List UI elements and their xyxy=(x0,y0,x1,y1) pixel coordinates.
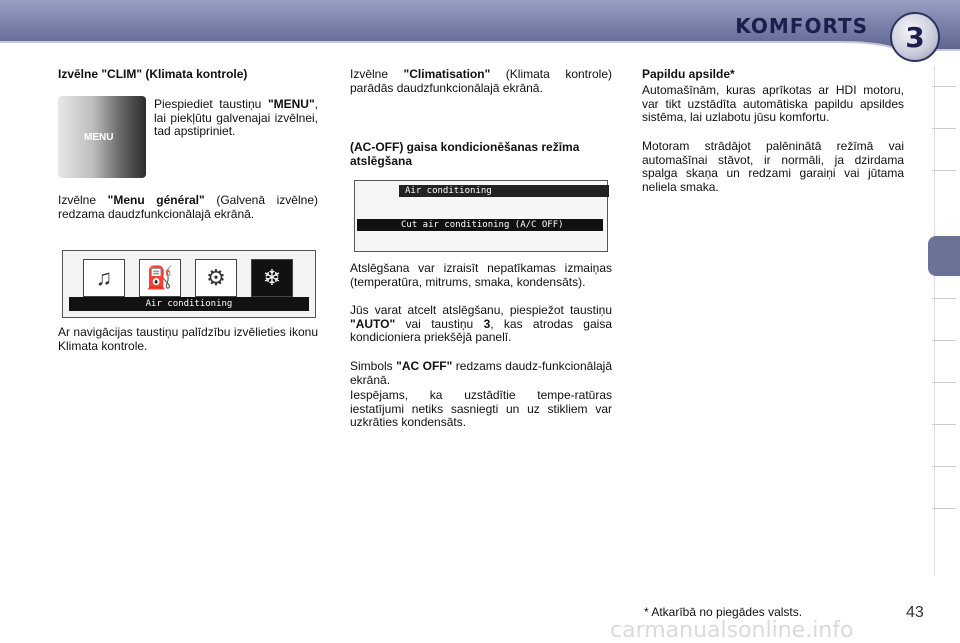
settings-icon: ⚙ xyxy=(195,259,237,297)
ac-off-cancel-text: Jūs varat atcelt atslēgšanu, piespiežot taustiņu "AUTO" vai taustiņu 3, kas atrodas gaisa kondicioniera priekšējā panelī. xyxy=(350,303,612,344)
chapter-tab[interactable] xyxy=(932,86,956,125)
screen-title-row: Air conditioning xyxy=(399,185,609,197)
chapter-number-badge: 3 xyxy=(890,12,940,62)
climatisation-text: Izvēlne "Climatisation" (Klimata kontrole) parādās daudzfunkcionālajā ekrānā. xyxy=(350,67,613,95)
screen-selection-bar: Air conditioning xyxy=(69,297,309,311)
ac-off-warning-text: Atslēgšana var izraisīt nepatīkamas izmaiņas (temperatūra, mitrums, smaka, kondensāts). xyxy=(350,261,612,289)
ac-off-symbol-text: Simbols "AC OFF" redzams daudz-funkcionālajā ekrānā. xyxy=(350,359,613,387)
auxiliary-heating-heading: Papildu apsilde* xyxy=(642,67,735,81)
screen-selected-row: Cut air conditioning (A/C OFF) xyxy=(357,219,603,231)
section-title: KOMFORTS xyxy=(735,14,868,38)
menu-button-label: MENU xyxy=(84,132,114,143)
chapter-tabs xyxy=(928,66,960,576)
chapter-tab[interactable] xyxy=(932,298,956,337)
auxiliary-heating-note: Motoram strādājot palēninātā režīmā vai automašīnai stāvot, ir normāli, ja dzirdama spalga skaņa un redzami garaiņi vai jūtama neliela smaka. xyxy=(642,139,904,194)
climatisation-screen xyxy=(354,180,608,252)
footnote: * Atkarībā no piegādes valsts. xyxy=(644,605,803,619)
auxiliary-heating-text: Automašīnām, kuras aprīkotas ar HDI motoru, var tikt uzstādīta automātiska papildu apsildes sistēma, lai uzlabotu jūsu komfortu. xyxy=(642,83,904,124)
chapter-tab[interactable] xyxy=(932,424,956,463)
header-swoosh xyxy=(0,38,960,52)
chapter-tab[interactable] xyxy=(932,382,956,421)
step1-text: Piespiediet taustiņu "MENU", lai piekļūtu galvenajai izvēlnei, tad apstipriniet. xyxy=(154,97,318,138)
page-number: 43 xyxy=(906,604,924,621)
chapter-tab[interactable] xyxy=(932,508,956,547)
menu-button-icon xyxy=(58,96,146,178)
chapter-tab[interactable] xyxy=(932,466,956,505)
audio-icon: ♫ xyxy=(83,259,125,297)
main-menu-screen xyxy=(62,250,316,318)
air-conditioning-icon: ❄ xyxy=(251,259,293,297)
main-menu-text: Izvēlne "Menu général" (Galvenā izvēlne) redzama daudzfunkcionālajā ekrānā. xyxy=(58,193,318,221)
chapter-tab[interactable] xyxy=(932,170,956,209)
condensation-text: Iespējams, ka uzstādītie tempe-ratūras iestatījumi netiks sasniegti un uz stikliem var uzkrāties kondensāts. xyxy=(350,388,612,429)
clim-menu-heading: Izvēlne "CLIM" (Klimata kontrole) xyxy=(58,67,248,81)
chapter-tab[interactable] xyxy=(932,128,956,167)
chapter-tab-active[interactable] xyxy=(928,236,960,276)
ac-off-heading: (AC-OFF) gaisa kondicionēšanas režīma atslēgšana xyxy=(350,140,580,168)
navigation-text: Ar navigācijas taustiņu palīdzību izvēlieties ikonu Klimata kontrole. xyxy=(58,325,318,353)
fuel-icon: ⛽ xyxy=(139,259,181,297)
watermark: carmanualsonline.info xyxy=(610,618,854,643)
chapter-tab[interactable] xyxy=(932,340,956,379)
